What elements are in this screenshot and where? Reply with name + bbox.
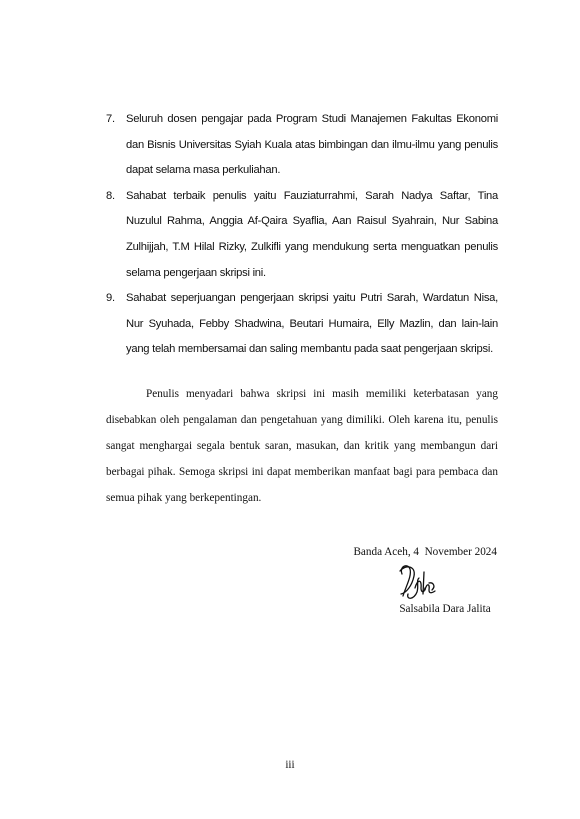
list-item-text: Sahabat seperjuangan pengerjaan skripsi yaitu Putri Sarah, Wardatun Nisa, Nur Syuhada, Febby Shadwina, Beutari Humaira, Elly Mazlin, dan lain-lain yang telah membersamai dan saling membantu pada saat pengerjaan skripsi. bbox=[126, 292, 498, 356]
signer-name: Salsabila Dara Jalita bbox=[399, 603, 491, 615]
page-number: iii bbox=[285, 759, 295, 771]
list-item bbox=[106, 286, 498, 363]
list-item-number: 7. bbox=[106, 113, 115, 125]
place-date: Banda Aceh, 4 November 2024 bbox=[353, 546, 497, 558]
list-item bbox=[106, 107, 498, 184]
list-item-text: Sahabat terbaik penulis yaitu Fauziaturrahmi, Sarah Nadya Saftar, Tina Nuzulul Rahma, Anggia Af-Qaira Syaflia, Aan Raisul Syahrain, Nur Sabina Zulhijjah, T.M Hilal Rizky, Zulkifli yang mendukung serta menguatkan penulis selama pengerjaan skripsi ini. bbox=[126, 189, 498, 279]
list-item-text: Seluruh dosen pengajar pada Program Studi Manajemen Fakultas Ekonomi dan Bisnis Universitas Syiah Kuala atas bimbingan dan ilmu-ilmu yang penulis dapat selama masa perkuliahan. bbox=[126, 113, 498, 177]
list-item-number: 9. bbox=[106, 292, 115, 305]
handwritten-signature bbox=[394, 560, 438, 602]
acknowledgement-list bbox=[106, 107, 498, 363]
closing-paragraph: Penulis menyadari bahwa skripsi ini masih memiliki keterbatasan yang disebabkan oleh pengalaman dan pengetahuan yang dimiliki. Oleh karena itu, penulis sangat menghargai segala bentuk saran, masukan, dan kritik yang membangun dari berbagai pihak. Semoga skripsi ini dapat memberikan manfaat bagi para pembaca dan semua pihak yang berkepentingan. bbox=[106, 388, 498, 505]
list-item bbox=[106, 184, 498, 286]
list-item-number: 8. bbox=[106, 189, 115, 202]
